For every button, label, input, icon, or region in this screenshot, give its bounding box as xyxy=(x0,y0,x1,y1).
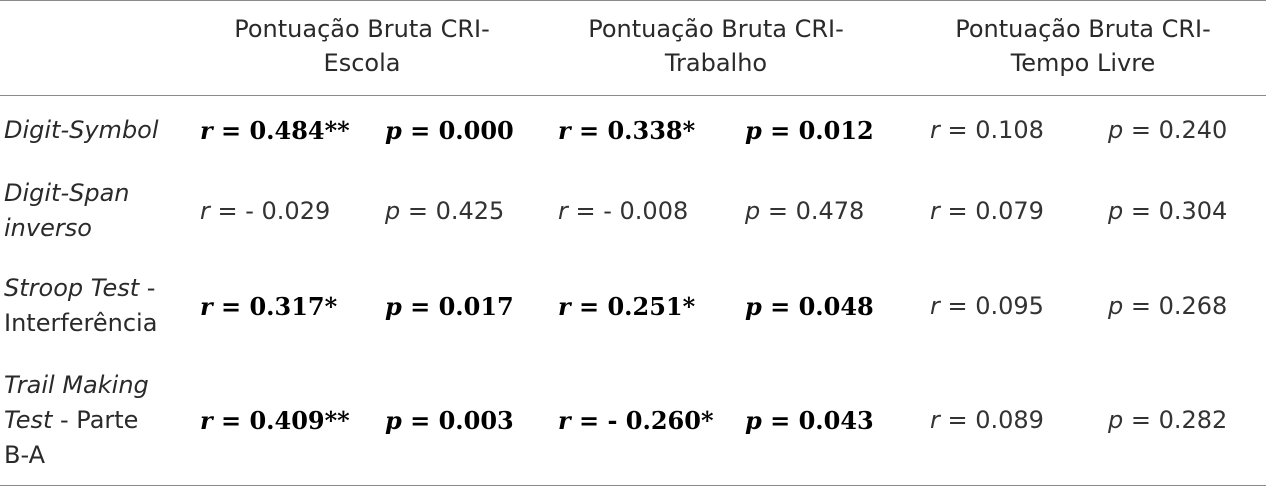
stat-symbol: p xyxy=(385,292,402,321)
stat-value: = 0.000 xyxy=(401,116,514,145)
row-label-text: Interferência xyxy=(4,309,158,337)
correlation-r-value xyxy=(200,113,350,148)
row-label-text: - Parte xyxy=(52,405,139,434)
significance-p-value xyxy=(745,194,864,229)
significance-p-value xyxy=(1108,194,1227,229)
stat-symbol: p xyxy=(385,406,402,435)
row-label-line xyxy=(4,176,130,211)
stat-symbol: r xyxy=(200,197,210,225)
row-label-italic: inverso xyxy=(4,214,92,242)
stat-value: = 0.484** xyxy=(212,116,350,145)
row-label-italic: Digit-Symbol xyxy=(4,115,159,144)
row-label-text: B-A xyxy=(4,440,46,469)
correlation-r-value xyxy=(930,289,1044,324)
significance-p-value xyxy=(745,113,874,148)
row-label-line xyxy=(4,368,149,403)
stat-value: = 0.048 xyxy=(761,292,874,321)
stat-symbol: p xyxy=(745,292,762,321)
header-line1: Pontuação Bruta CRI- xyxy=(588,15,844,43)
stat-symbol: p xyxy=(1108,197,1124,225)
correlation-r-value xyxy=(558,194,688,229)
header-cri-tempo-livre xyxy=(925,12,1241,80)
stat-value: = 0.478 xyxy=(760,197,865,225)
stat-value: = 0.095 xyxy=(939,292,1044,320)
correlation-r-value xyxy=(558,403,714,438)
stat-value: = 0.108 xyxy=(939,116,1044,144)
correlation-r-value xyxy=(558,289,695,324)
header-line2: Trabalho xyxy=(664,49,768,77)
stat-value: = 0.338* xyxy=(570,116,696,145)
significance-p-value xyxy=(1108,403,1227,438)
row-label-line xyxy=(4,306,157,341)
stat-value: = 0.251* xyxy=(570,292,696,321)
significance-p-value xyxy=(745,403,874,438)
row-label xyxy=(4,271,157,341)
stat-symbol: r xyxy=(558,116,571,145)
row-label-line xyxy=(4,271,157,306)
stat-value: = 0.012 xyxy=(761,116,874,145)
stat-value: = 0.043 xyxy=(761,406,874,435)
row-label-italic: Digit-Span xyxy=(4,179,130,207)
stat-symbol: p xyxy=(385,197,401,225)
stat-value: = 0.003 xyxy=(401,406,514,435)
stat-symbol: r xyxy=(200,116,213,145)
row-label-italic: Trail Making xyxy=(4,370,149,399)
header-line2: Escola xyxy=(323,49,401,77)
stat-symbol: r xyxy=(930,197,940,225)
correlation-r-value xyxy=(200,403,350,438)
row-label-italic: Stroop Test xyxy=(4,274,140,302)
stat-value: = 0.425 xyxy=(400,197,505,225)
correlation-r-value xyxy=(930,194,1044,229)
row-label-line xyxy=(4,113,159,148)
stat-value: = 0.317* xyxy=(212,292,338,321)
significance-p-value xyxy=(385,194,504,229)
stat-symbol: p xyxy=(745,197,761,225)
significance-p-value xyxy=(1108,113,1227,148)
row-label xyxy=(4,368,149,473)
header-cri-trabalho xyxy=(558,12,874,80)
row-label-line xyxy=(4,211,130,246)
correlation-r-value xyxy=(558,113,695,148)
stat-value: = - 0.008 xyxy=(567,197,689,225)
stat-symbol: p xyxy=(745,406,762,435)
table-header-rule xyxy=(0,95,1266,96)
stat-symbol: r xyxy=(930,292,940,320)
stat-symbol: p xyxy=(1108,116,1124,144)
header-line1: Pontuação Bruta CRI- xyxy=(234,15,490,43)
stat-value: = 0.282 xyxy=(1123,406,1228,434)
row-label-italic: Test xyxy=(4,405,53,434)
row-label-text: - xyxy=(139,274,156,302)
stat-symbol: p xyxy=(745,116,762,145)
stat-symbol: p xyxy=(385,116,402,145)
stat-value: = 0.017 xyxy=(401,292,514,321)
header-line1: Pontuação Bruta CRI- xyxy=(955,15,1211,43)
correlation-r-value xyxy=(930,113,1044,148)
significance-p-value xyxy=(385,403,514,438)
significance-p-value xyxy=(745,289,874,324)
stat-value: = 0.089 xyxy=(939,406,1044,434)
table-top-rule xyxy=(0,0,1266,1)
stat-value: = - 0.260* xyxy=(570,406,714,435)
correlation-r-value xyxy=(200,289,337,324)
stat-value: = 0.079 xyxy=(939,197,1044,225)
stat-symbol: r xyxy=(930,116,940,144)
stat-symbol: r xyxy=(558,292,571,321)
stat-symbol: p xyxy=(1108,292,1124,320)
stat-symbol: p xyxy=(1108,406,1124,434)
row-label xyxy=(4,113,159,148)
row-label-line xyxy=(4,403,149,438)
stat-symbol: r xyxy=(558,406,571,435)
stat-value: = 0.304 xyxy=(1123,197,1228,225)
stat-symbol: r xyxy=(930,406,940,434)
significance-p-value xyxy=(1108,289,1227,324)
row-label-line xyxy=(4,438,149,473)
row-label xyxy=(4,176,130,246)
stat-value: = 0.240 xyxy=(1123,116,1228,144)
stat-value: = 0.268 xyxy=(1123,292,1228,320)
significance-p-value xyxy=(385,113,514,148)
header-line2: Tempo Livre xyxy=(1010,49,1156,77)
correlation-r-value xyxy=(200,194,330,229)
stat-symbol: r xyxy=(558,197,568,225)
table-bottom-rule xyxy=(0,485,1266,486)
stat-value: = - 0.029 xyxy=(209,197,331,225)
stat-symbol: r xyxy=(200,292,213,321)
stat-value: = 0.409** xyxy=(212,406,350,435)
header-cri-escola xyxy=(204,12,520,80)
stat-symbol: r xyxy=(200,406,213,435)
correlation-r-value xyxy=(930,403,1044,438)
significance-p-value xyxy=(385,289,514,324)
